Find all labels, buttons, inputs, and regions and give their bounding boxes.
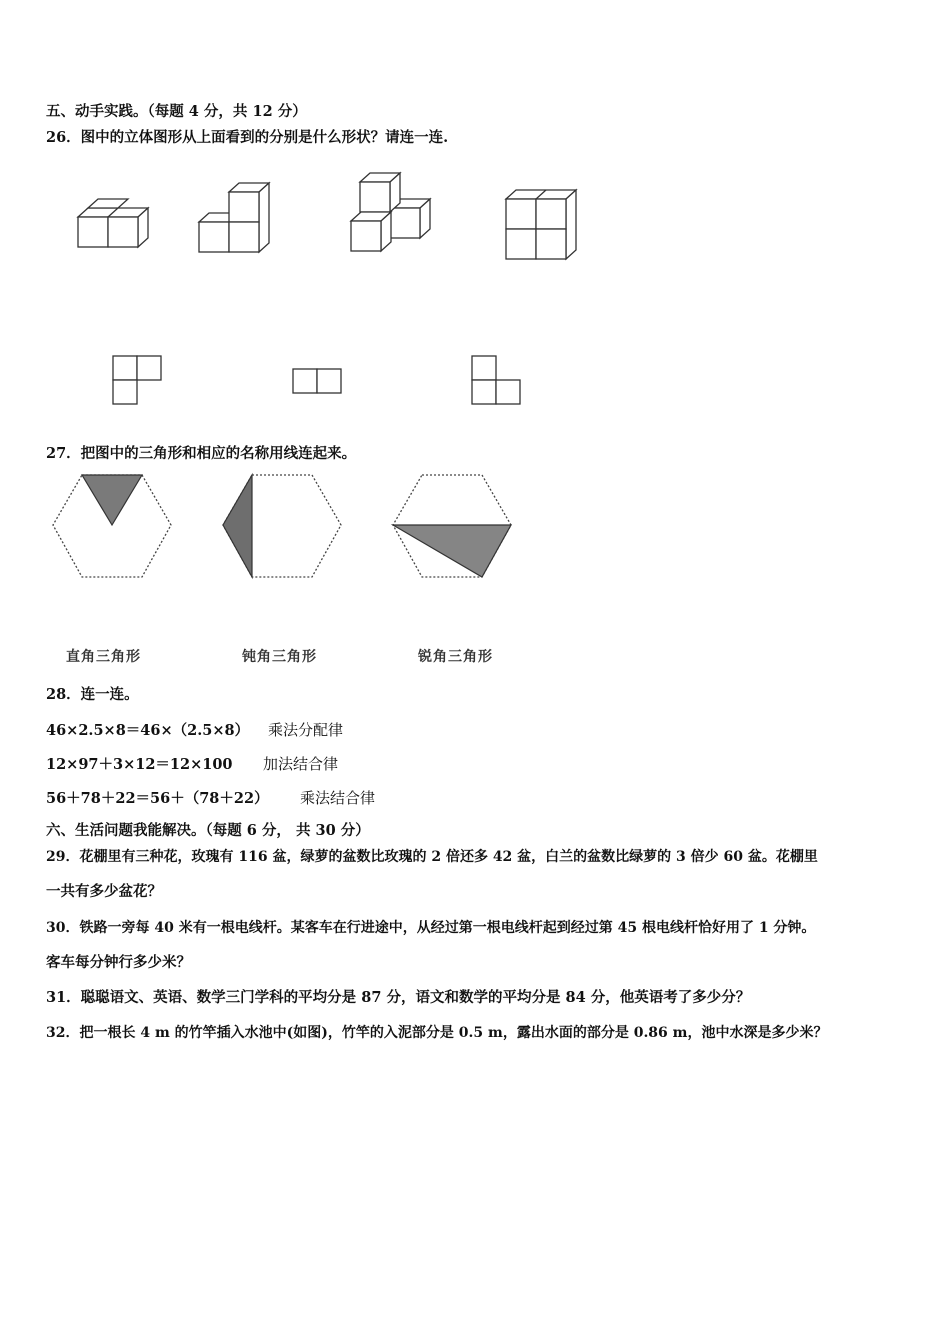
- solid-figure-4: [498, 182, 583, 267]
- q32-text: 32．把一根长 4 m 的竹竿插入水池中(如图)，竹竿的入泥部分是 0.5 m，露出水面的部分是 0.86 m，池中水深是多少米？: [46, 1025, 828, 1041]
- law-2: 加法结合律: [263, 755, 339, 773]
- label-obtuse-triangle: 钝角三角形: [242, 649, 317, 665]
- label-acute-triangle: 锐角三角形: [418, 649, 493, 665]
- label-right-triangle: 直角三角形: [66, 649, 141, 665]
- equation-1: 46×2.5×8＝46×（2.5×8）: [46, 722, 250, 739]
- section6-title: 六、生活问题我能解决。（每题 6 分， 共 30 分）: [46, 822, 370, 839]
- hexagon-figure-1: [50, 470, 175, 585]
- hexagon-figure-2: [220, 470, 345, 585]
- q27-text: 27．把图中的三角形和相应的名称用线连起来。: [46, 445, 357, 462]
- q30-line2: 客车每分钟行多少米？: [46, 954, 191, 971]
- section5-title: 五、动手实践。（每题 4 分，共 12 分）: [46, 103, 307, 120]
- top-view-1: [110, 353, 165, 408]
- q29-line2: 一共有多少盆花？: [46, 883, 162, 900]
- law-1: 乘法分配律: [268, 721, 344, 739]
- equation-3: 56＋78＋22＝56＋（78＋22）: [46, 790, 269, 807]
- hexagon-figure-3: [390, 470, 515, 585]
- solid-figure-2: [192, 175, 277, 260]
- top-view-2: [290, 366, 345, 396]
- q28-text: 28．连一连。: [46, 686, 139, 703]
- q30-line1: 30．铁路一旁每 40 米有一根电线杆。某客车在行进途中，从经过第一根电线杆起到经过第 45 根电线杆恰好用了 1 分钟。: [46, 920, 816, 936]
- law-3: 乘法结合律: [300, 789, 376, 807]
- solid-figure-3: [345, 168, 440, 263]
- equation-2: 12×97＋3×12＝12×100: [46, 756, 233, 773]
- top-view-3: [469, 353, 524, 408]
- solid-figure-1: [70, 165, 160, 255]
- q29-line1: 29．花棚里有三种花，玫瑰有 116 盆，绿萝的盆数比玫瑰的 2 倍还多 42 盆，白兰的盆数比绿萝的 3 倍少 60 盆。花棚里: [46, 849, 818, 865]
- q31-text: 31．聪聪语文、英语、数学三门学科的平均分是 87 分，语文和数学的平均分是 84 分，他英语考了多少分？: [46, 989, 751, 1006]
- q26-text: 26．图中的立体图形从上面看到的分别是什么形状？请连一连.: [46, 129, 449, 146]
